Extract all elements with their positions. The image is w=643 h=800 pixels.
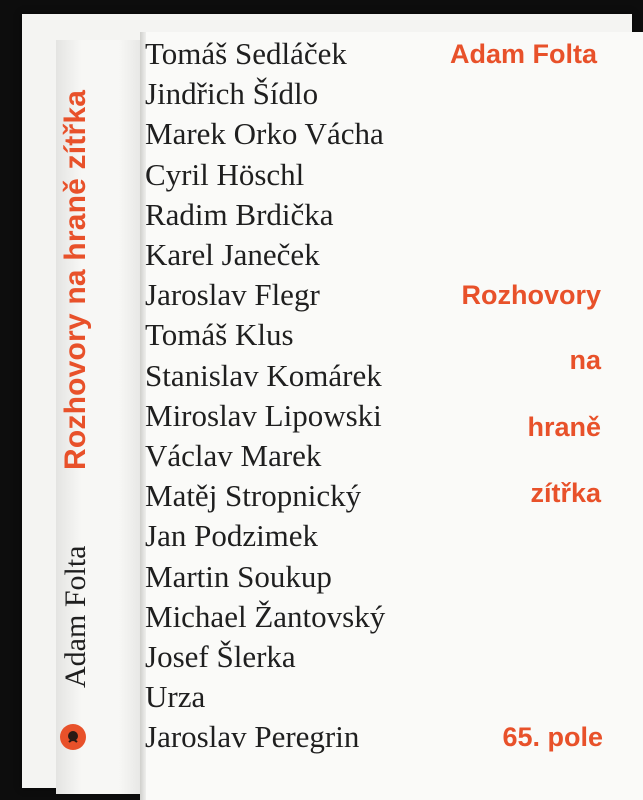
spine-author: Adam Folta	[59, 545, 92, 688]
interviewee-name: Urza	[145, 679, 206, 715]
interviewee-name: Stanislav Komárek	[145, 357, 382, 393]
interviewee-name: Miroslav Lipowski	[145, 397, 382, 433]
interviewee-name: Jaroslav Flegr	[145, 277, 320, 313]
interviewee-name: Matěj Stropnický	[145, 478, 362, 514]
interviewee-name: Jindřich Šídlo	[145, 76, 319, 112]
interviewee-name: Jan Podzimek	[145, 518, 319, 554]
interviewee-name: Marek Orko Vácha	[145, 116, 384, 152]
interviewee-name: Radim Brdička	[145, 196, 334, 232]
interviewee-list	[145, 34, 385, 758]
spine-title: Rozhovory na hraně zítřka	[59, 89, 92, 470]
interviewee-name: Cyril Höschl	[145, 156, 305, 192]
cover-title-line: hraně	[527, 412, 601, 442]
publisher-logo-icon	[60, 724, 86, 750]
interviewee-name: Tomáš Klus	[145, 317, 294, 353]
interviewee-name: Josef Šlerka	[145, 639, 296, 675]
publisher-name: 65. pole	[502, 722, 603, 752]
cover-title-line: na	[569, 345, 601, 375]
interviewee-name: Karel Janeček	[145, 237, 320, 273]
cover-title-line: zítřka	[530, 478, 601, 508]
interviewee-name: Tomáš Sedláček	[145, 36, 347, 71]
cover-title-line: Rozhovory	[461, 280, 601, 310]
interviewee-name: Martin Soukup	[145, 558, 332, 594]
interviewee-name: Michael Žantovský	[145, 598, 386, 634]
interviewee-name: Václav Marek	[145, 438, 322, 474]
cover-author: Adam Folta	[449, 39, 597, 69]
interviewee-name: Jaroslav Peregrin	[145, 719, 360, 755]
